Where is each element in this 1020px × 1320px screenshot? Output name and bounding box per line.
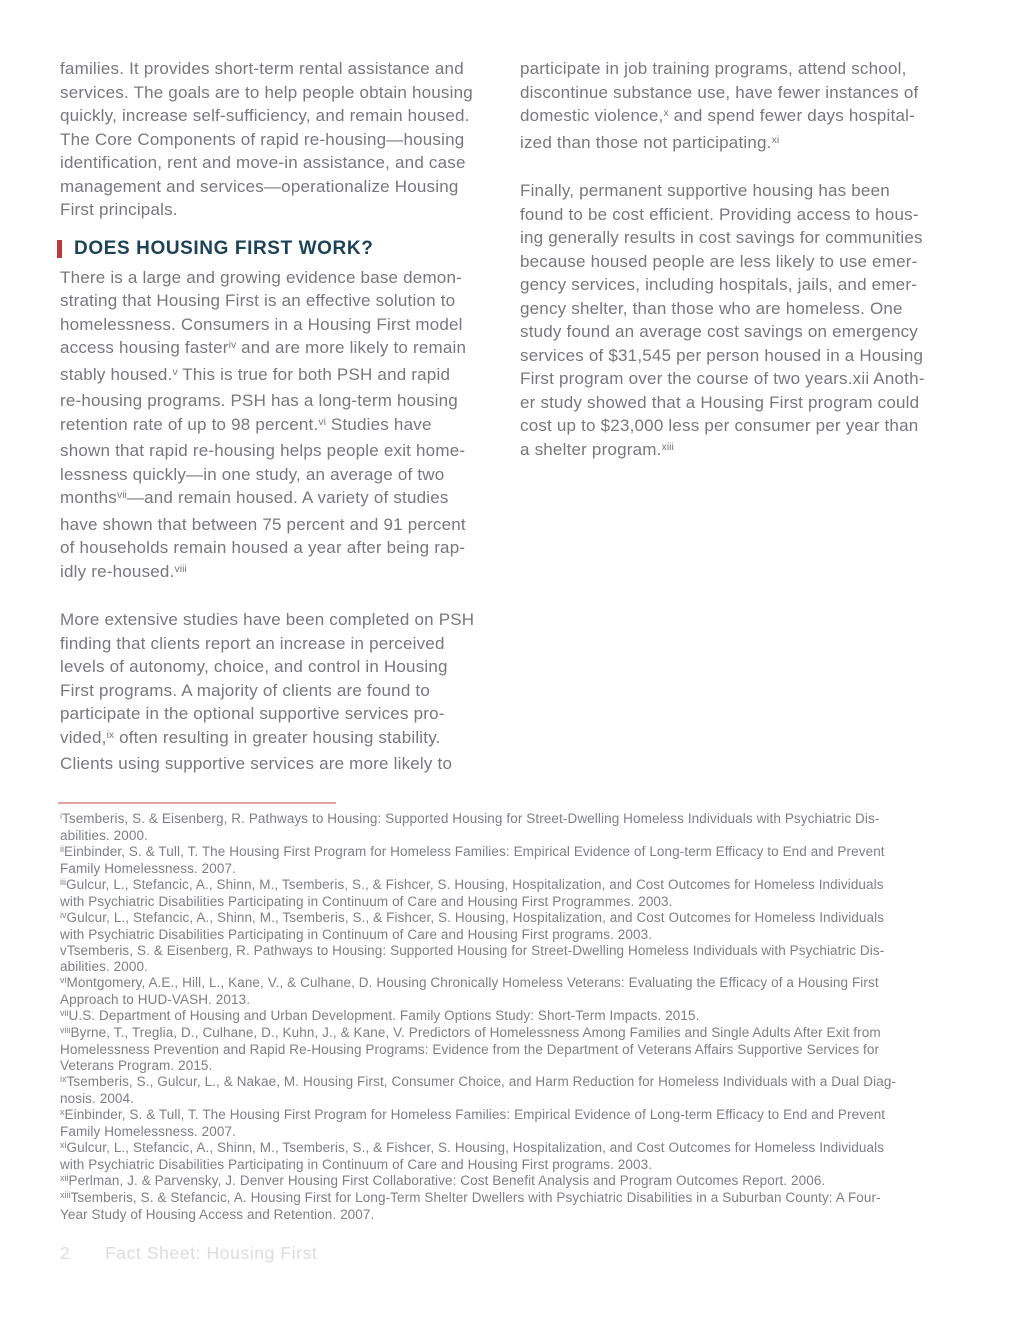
text-run: finding that clients report an increase in perceived	[60, 633, 445, 653]
footnote-marker: xii	[60, 1173, 69, 1183]
footnote-line: nosis. 2004.	[60, 1091, 134, 1106]
text-run: ing generally results in cost savings for communities	[520, 228, 923, 247]
text-line	[60, 486, 500, 513]
text-line	[60, 175, 500, 199]
text-run: months	[60, 488, 117, 507]
text-line	[60, 81, 500, 105]
page-footer	[60, 1243, 317, 1264]
text-run: of households remain housed a year after being rap-	[60, 538, 466, 557]
text-line	[60, 389, 500, 413]
text-line	[60, 679, 500, 703]
text-line	[520, 438, 960, 465]
footnote-reference: v	[172, 365, 178, 378]
text-run: There is a large and growing evidence base demon-	[60, 267, 462, 287]
text-line	[60, 463, 500, 487]
text-run: More extensive studies have been completed on PSH	[60, 610, 475, 629]
footnote-line: with Psychiatric Disabilities Participating in Continuum of Care and Housing First programs. 2003.	[60, 1157, 653, 1172]
footnote-line: vTsemberis, S. & Eisenberg, R. Pathways to Housing: Supported Housing for Street-Dwelling Homeless Individuals with Psychiatric Dis-	[60, 943, 885, 958]
footnote-item	[60, 1025, 966, 1074]
text-line	[520, 203, 960, 227]
text-run: services of $31,545 per person housed in a Housing	[520, 345, 924, 365]
body-paragraph	[520, 179, 960, 464]
text-run: lessness quickly—in one study, an average of two	[60, 464, 445, 484]
text-run: First principals.	[60, 200, 178, 219]
footnote-line: $^{ii}$Einbinder, S. & Tull, T. The Housing First Program for Homeless Families: Empirical Evidence of Long-term Efficacy to End and Prevent	[60, 844, 885, 859]
text-run: domestic violence,	[520, 106, 664, 125]
left-column	[60, 57, 500, 776]
footnote-item	[60, 1140, 966, 1173]
text-line	[520, 273, 960, 297]
footnote-line: $^{xi}$Gulcur, L., Stefancic, A., Shinn, M., Tsemberis, S., & Fishcer, S. Housing, Hospitalization, and Cost Outcomes for Homeless Individuals	[60, 1140, 885, 1155]
footnote-line: $^{xiii}$Tsemberis, S. & Stefancic, A. Housing First for Long-Term Shelter Dwellers with Psychiatric Disabilities in a Suburban County: A Four-	[60, 1190, 881, 1205]
footnote-reference: xi	[771, 133, 780, 146]
footnote-marker: iii	[60, 877, 66, 887]
footnote-item	[60, 844, 966, 877]
footnote-line: abilities. 2000.	[60, 828, 148, 843]
text-line	[520, 226, 960, 250]
footnote-marker: viii	[60, 1025, 71, 1035]
footnote-line: Approach to HUD-VASH. 2013.	[60, 992, 251, 1007]
text-line	[60, 752, 500, 776]
footnote-marker: xiii	[60, 1190, 71, 1200]
text-line	[60, 151, 500, 175]
footnote-line: $^{iii}$Gulcur, L., Stefancic, A., Shinn, M., Tsemberis, S., & Fishcer, S. Housing, Hospitalization, and Cost Outcomes for Homeless Individuals	[60, 877, 884, 892]
footnote-reference: xiii	[661, 440, 674, 453]
footnote-item	[60, 1190, 966, 1223]
footnote-marker: vi	[60, 975, 67, 985]
text-run: families. It provides short-term rental assistance and	[60, 59, 464, 78]
footnote-line: $^i$Tsemberis, S. & Eisenberg, R. Pathways to Housing: Supported Housing for Street-Dwelling Homeless Individuals with Psychiatric Dis-	[60, 811, 880, 826]
footnote-line: $^{viii}$Byrne, T., Treglia, D., Culhane, D., Kuhn, J., & Kane, V. Predictors of Homelessness Among Families and Single Adults After Exit from	[60, 1025, 881, 1040]
section-heading-label: DOES HOUSING FIRST WORK?	[74, 237, 374, 259]
text-run: re-housing programs. PSH has a long-term housing	[60, 391, 458, 410]
text-line	[60, 439, 500, 463]
text-run: Studies have	[325, 414, 432, 434]
footnote-marker: x	[60, 1107, 65, 1117]
text-line	[60, 702, 500, 726]
text-run: participate in job training programs, attend school,	[520, 59, 907, 78]
text-line	[60, 289, 500, 313]
text-line	[60, 413, 500, 440]
footnote-line: $^{iv}$Gulcur, L., Stefancic, A., Shinn, M., Tsemberis, S., & Fishcer, S. Housing, Hospitalization, and Cost Outcomes for Homeless Individuals	[60, 910, 885, 925]
footnote-item	[60, 943, 966, 975]
text-run: retention rate of up to 98 percent.	[60, 414, 319, 434]
text-line	[60, 336, 500, 363]
footnote-marker: ii	[60, 844, 64, 854]
text-line	[520, 391, 960, 415]
footnote-line: $^x$Einbinder, S. & Tull, T. The Housing First Program for Homeless Families: Empirical Evidence of Long-term Efficacy to End and Prevent	[60, 1107, 886, 1122]
text-line	[520, 414, 960, 438]
text-line	[60, 560, 500, 587]
text-run: have shown that between 75 percent and 91 percent	[60, 514, 466, 534]
footnotes-section	[60, 802, 966, 1223]
text-run: —and remain housed. A variety of studies	[126, 488, 449, 507]
text-run: idly re-housed.	[60, 561, 175, 581]
footnote-item	[60, 910, 966, 943]
text-line	[60, 57, 500, 81]
text-line	[520, 104, 960, 131]
text-line	[60, 632, 500, 656]
text-run: First programs. A majority of clients are found to	[60, 680, 430, 700]
page-number: 2	[60, 1243, 71, 1263]
text-run: vided,	[60, 727, 107, 747]
footnote-item	[60, 1074, 966, 1107]
text-run: found to be cost efficient. Providing access to hous-	[520, 204, 919, 224]
text-run: a shelter program.	[520, 439, 662, 459]
body-paragraph	[60, 266, 500, 587]
footnote-marker: vii	[60, 1008, 69, 1018]
text-run: because housed people are less likely to use emer-	[520, 251, 918, 271]
text-line	[60, 608, 500, 632]
text-line	[60, 198, 500, 222]
text-run: shown that rapid re-housing helps people exit home-	[60, 441, 466, 460]
text-line	[60, 104, 500, 128]
footnote-reference: vii	[116, 489, 127, 501]
body-paragraph	[520, 57, 960, 157]
text-run: discontinue substance use, have fewer instances of	[520, 82, 919, 102]
text-run: ized than those not participating.	[520, 132, 772, 152]
footnote-divider	[58, 802, 336, 804]
footnote-item	[60, 975, 966, 1008]
text-run: gency shelter, than those who are homeless. One	[520, 298, 903, 318]
section-heading	[60, 238, 500, 260]
text-run: and spend fewer days hospital-	[668, 106, 915, 125]
footnote-reference: ix	[106, 728, 115, 741]
text-line	[520, 367, 960, 391]
footnote-line: with Psychiatric Disabilities Participating in Continuum of Care and Housing First programs. 2003.	[60, 927, 653, 942]
body-columns	[60, 57, 960, 776]
footnote-line: Year Study of Housing Access and Retention. 2007.	[60, 1207, 375, 1222]
footnote-item	[60, 1107, 966, 1140]
text-run: participate in the optional supportive services pro-	[60, 704, 445, 723]
body-paragraph	[60, 57, 500, 222]
text-line	[60, 726, 500, 753]
footnote-line: abilities. 2000.	[60, 959, 148, 974]
text-run: services. The goals are to help people obtain housing	[60, 82, 473, 102]
footnote-marker: iv	[60, 910, 67, 920]
footnote-item	[60, 1173, 966, 1190]
footnote-marker: ix	[60, 1074, 67, 1084]
footnote-list	[60, 811, 966, 1223]
footnote-line: $^{vi}$Montgomery, A.E., Hill, L., Kane, V., & Culhane, D. Housing Chronically Homeless Veterans: Evaluating the Efficacy of a Housing First	[60, 975, 879, 990]
footnote-line: Homelessness Prevention and Rapid Re-Housing Programs: Evidence from the Department of Veterans Affairs Supportive Services for	[60, 1042, 880, 1057]
text-line	[60, 363, 500, 390]
text-run: homelessness. Consumers in a Housing First model	[60, 314, 463, 334]
text-line	[520, 131, 960, 158]
text-run: and are more likely to remain	[236, 338, 467, 357]
text-run: The Core Components of rapid re-housing—housing	[60, 129, 465, 149]
text-run: stably housed.	[60, 364, 173, 384]
footnote-item	[60, 811, 966, 844]
footnote-marker: v	[60, 943, 67, 958]
text-run: First program over the course of two years.xii Anoth-	[520, 369, 925, 388]
footnote-line: Veterans Program. 2015.	[60, 1058, 213, 1073]
footnote-item	[60, 877, 966, 910]
text-run: levels of autonomy, choice, and control in Housing	[60, 657, 448, 676]
text-line	[520, 320, 960, 344]
footnote-reference: viii	[174, 562, 187, 575]
text-run: quickly, increase self-sufficiency, and remain housed.	[60, 106, 470, 125]
text-run: Finally, permanent supportive housing has been	[520, 181, 890, 200]
text-run: management and services—operationalize Housing	[60, 176, 459, 196]
footnote-marker: i	[60, 811, 62, 821]
text-line	[520, 297, 960, 321]
right-column	[520, 57, 960, 776]
footnote-reference: x	[663, 107, 669, 119]
footnote-line: with Psychiatric Disabilities Participating in Continuum of Care and Housing First Programmes. 2003.	[60, 894, 673, 909]
footnote-line: $^{xii}$Perlman, J. & Parvensky, J. Denver Housing First Collaborative: Cost Benefit Analysis and Program Outcomes Report. 2006.	[60, 1173, 826, 1188]
footnote-marker: xi	[60, 1140, 67, 1150]
text-run: cost up to $23,000 less per consumer per year than	[520, 416, 919, 435]
text-run: access housing faster	[60, 338, 229, 357]
footnote-line: Family Homelessness. 2007.	[60, 861, 236, 876]
text-line	[60, 513, 500, 537]
text-run: study found an average cost savings on emergency	[520, 322, 919, 341]
text-line	[60, 266, 500, 290]
text-run: This is true for both PSH and rapid	[177, 364, 451, 384]
text-run: gency services, including hospitals, jails, and emer-	[520, 275, 918, 294]
footnote-line: $^{ix}$Tsemberis, S., Gulcur, L., & Nakae, M. Housing First, Consumer Choice, and Harm Reduction for Homeless Individuals with a Dual Diag-	[60, 1074, 897, 1089]
text-line	[520, 344, 960, 368]
text-run: er study showed that a Housing First program could	[520, 392, 920, 412]
text-line	[520, 57, 960, 81]
text-line	[520, 250, 960, 274]
footer-doc-title: Fact Sheet: Housing First	[105, 1243, 318, 1263]
text-run: often resulting in greater housing stability.	[114, 727, 441, 747]
heading-accent-bar	[57, 240, 62, 258]
text-line	[60, 655, 500, 679]
text-run: strating that Housing First is an effective solution to	[60, 291, 456, 310]
footnote-reference: iv	[228, 339, 237, 351]
text-line	[60, 536, 500, 560]
footnote-reference: vi	[318, 415, 326, 428]
text-line	[60, 128, 500, 152]
text-run: identification, rent and move-in assistance, and case	[60, 153, 466, 172]
body-paragraph	[60, 608, 500, 776]
text-line	[60, 313, 500, 337]
footnote-item	[60, 1008, 966, 1025]
text-run: Clients using supportive services are more likely to	[60, 754, 453, 773]
text-line	[520, 179, 960, 203]
footnote-line: Family Homelessness. 2007.	[60, 1124, 236, 1139]
footnote-line: $^{vii}$U.S. Department of Housing and Urban Development. Family Options Study: Short-Term Impacts. 2015.	[60, 1008, 700, 1023]
text-line	[520, 81, 960, 105]
